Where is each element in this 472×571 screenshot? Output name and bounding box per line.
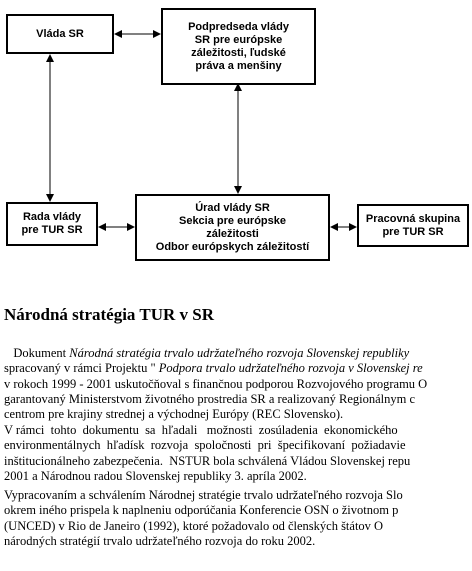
box-vlada-sr	[6, 14, 114, 54]
p1-line2-text: spracovaný v rámci Projektu "	[4, 361, 159, 376]
paragraph-3-line-3: (UNCED) v Rio de Janeiro (1992), ktoré požadovalo od členských štátov O	[4, 518, 384, 533]
p1-line1-italic: Národná stratégia trvalo udržateľného rozvoja Slovenskej republiky	[69, 346, 410, 360]
paragraph-2-line-3: inštitucionálneho zabezpečenia. NSTUR bola schválená Vládou Slovenskej repu	[4, 453, 411, 468]
box-rada-line2: pre TUR SR	[21, 224, 83, 236]
paragraph-1-line-5: centrom pre krajiny strednej a východnej Európy (REC Slovensko).	[4, 407, 344, 422]
box-pracovna-line2: pre TUR SR	[382, 225, 444, 238]
paragraph-3-line-1: Vypracovaním a schválením Národnej stratégie trvalo udržateľného rozvoja Slo	[4, 488, 403, 502]
box-podpredseda-vlady	[161, 8, 316, 85]
box-podpredseda-line1: Podpredseda vlády	[188, 20, 289, 33]
box-podpredseda-line3: záležitosti, ľudské	[191, 46, 286, 59]
paragraph-2	[4, 423, 472, 484]
p1-line1-text: Dokument	[4, 346, 70, 360]
box-rada-line1: Rada vlády	[22, 211, 82, 223]
paragraph-3	[4, 488, 472, 549]
box-rada-vlady	[6, 202, 98, 246]
box-urad-line1: Úrad vlády SR	[195, 201, 270, 214]
box-pracovna-skupina	[357, 204, 469, 247]
box-urad-line2: Sekcia pre európske	[178, 214, 286, 227]
paragraph-1-line-4: garantovaný Ministerstvom životného prostredia SR a realizovaný Regionálnym c	[4, 391, 416, 406]
paragraph-3-line-2: okrem iného prispela k naplneniu odporúčania Konferencie OSN o životnom p	[4, 503, 399, 518]
paragraph-2-line-1: V rámci tohto dokumentu sa hľadali možnosti zosúladenia ekonomického	[4, 423, 398, 437]
paragraph-3-line-4: národných stratégií trvalo udržateľného rozvoja do roku 2002.	[4, 533, 316, 548]
paragraph-1-line-2	[4, 361, 472, 376]
box-podpredseda-line2: SR pre európske	[194, 33, 283, 46]
box-urad-line3: záležitosti	[206, 227, 259, 240]
box-podpredseda-line4: práva a menšiny	[195, 59, 282, 72]
box-pracovna-line1: Pracovná skupina	[365, 212, 461, 225]
box-urad-line4: Odbor európskych záležitostí	[155, 240, 310, 253]
box-urad-vlady	[135, 194, 330, 261]
paragraph-1-line-3: v rokoch 1999 - 2001 uskutočňoval s finančnou podporou Rozvojového programu O	[4, 376, 428, 391]
paragraph-1	[4, 346, 472, 422]
section-heading: Národná stratégia TUR v SR	[4, 305, 214, 324]
box-vlada-sr-label: Vláda SR	[36, 27, 84, 40]
p1-line2-italic: Podpora trvalo udržateľného rozvoja v Slovenskej re	[158, 361, 423, 376]
paragraph-2-line-2: environmentálnych hľadísk rozvoja spoločnosti pri špecifikovaní požiadavie	[4, 438, 406, 453]
paragraph-1-line-1	[4, 346, 472, 361]
paragraph-2-line-4: 2001 a Národnou radou Slovenskej republiky 3. apríla 2002.	[4, 468, 307, 483]
